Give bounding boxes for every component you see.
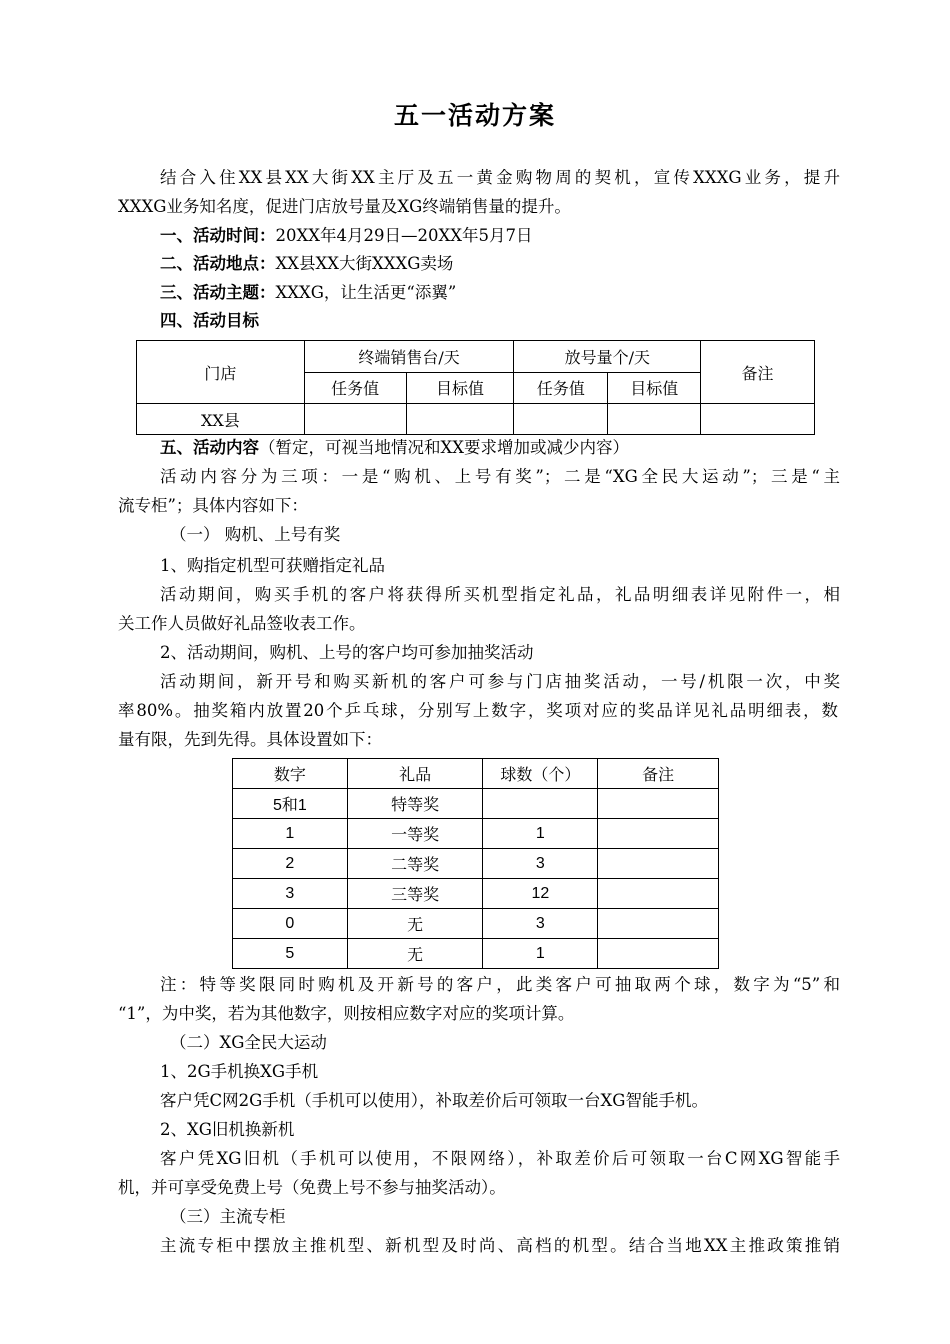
prize-cell-remark: [598, 789, 719, 819]
intro-line-2: XXXG业务知名度，促进门店放号量及XG终端销售量的提升。: [118, 197, 571, 216]
prize-header-number: 数字: [233, 759, 348, 789]
section-time: [160, 226, 840, 246]
section-content-text: （暂定，可视当地情况和XX要求增加或减少内容）: [259, 438, 629, 457]
prize-cell-balls: 1: [483, 819, 598, 849]
page-title: 五一活动方案: [393, 101, 556, 130]
intro-line-1: 结合入住XX县XX大街XX主厅及五一黄金购物周的契机，宣传XXXG业务，提升: [160, 168, 840, 187]
prize-cell-number: 5和1: [233, 789, 348, 819]
prize-cell-remark: [598, 909, 719, 939]
table-row: [233, 759, 719, 789]
prize-cell-number: 3: [233, 879, 348, 909]
prize-cell-balls: 12: [483, 879, 598, 909]
section-theme-text: XXXG，让生活更“添翼”: [275, 283, 457, 302]
section-time-text: 20XX年4月29日—20XX年5月7日: [275, 226, 533, 245]
part1-item2-line-1: 活动期间，新开号和购买新机的客户可参与门店抽奖活动，一号/机限一次，中奖: [160, 672, 840, 691]
part2-title: （二）XG全民大运动: [170, 1033, 327, 1052]
part3-title: （三）主流专柜: [170, 1207, 286, 1226]
part1-item1-line-1: 活动期间，购买手机的客户将获得所买机型指定礼品，礼品明细表详见附件一，相: [160, 585, 840, 604]
prize-header-remark: 备注: [598, 759, 719, 789]
table-row: [137, 341, 815, 373]
header-sales: 终端销售台/天: [304, 341, 514, 373]
part1-item1-title: 1、购指定机型可获赠指定礼品: [160, 556, 385, 575]
note-line-1: 注：特等奖限同时购机及开新号的客户，此类客户可抽取两个球，数字为“5”和: [160, 975, 840, 994]
content-intro-line-1: 活动内容分为三项：一是“购机、上号有奖”；二是“XG全民大运动”；三是“主: [160, 467, 840, 486]
table-row: [233, 939, 719, 969]
section-theme-label: 三、活动主题：: [160, 283, 276, 302]
prize-header-balls: 球数（个）: [483, 759, 598, 789]
section-location-text: XX县XX大街XXXG卖场: [275, 254, 454, 273]
section-goals: [160, 311, 840, 331]
header-numbers-goal: 目标值: [608, 372, 701, 404]
content-intro-line-2: 流专柜”；具体内容如下：: [118, 496, 308, 515]
prize-table: [232, 758, 719, 969]
prize-cell-gift: 无: [347, 909, 483, 939]
prize-cell-gift: 一等奖: [347, 819, 483, 849]
prize-cell-gift: 三等奖: [347, 879, 483, 909]
part1-title: （一） 购机、上号有奖: [170, 525, 341, 544]
table-cell: [608, 404, 701, 435]
section-goals-label: 四、活动目标: [160, 311, 259, 330]
section-location-label: 二、活动地点：: [160, 254, 276, 273]
prize-cell-gift: 无: [347, 939, 483, 969]
section-theme: [160, 283, 840, 303]
prize-cell-remark: [598, 849, 719, 879]
header-numbers: 放号量个/天: [514, 341, 701, 373]
prize-cell-number: 2: [233, 849, 348, 879]
header-remark: 备注: [701, 341, 815, 404]
section-content-label: 五、活动内容: [160, 438, 259, 457]
header-numbers-task: 任务值: [514, 372, 608, 404]
prize-cell-remark: [598, 879, 719, 909]
part2-item2-title: 2、XG旧机换新机: [160, 1120, 295, 1139]
prize-cell-remark: [598, 939, 719, 969]
table-cell: [304, 404, 406, 435]
prize-cell-balls: 3: [483, 849, 598, 879]
part2-item2-line-2: 机，并可享受免费上号（免费上号不参与抽奖活动）。: [118, 1178, 506, 1197]
table-cell: [514, 404, 608, 435]
prize-header-gift: 礼品: [347, 759, 483, 789]
prize-cell-balls: 3: [483, 909, 598, 939]
target-table: [136, 340, 815, 435]
prize-cell-number: 0: [233, 909, 348, 939]
part2-item1-text: 客户凭C网2G手机（手机可以使用），补取差价后可领取一台XG智能手机。: [160, 1091, 708, 1110]
part1-item2-line-3: 量有限，先到先得。具体设置如下：: [118, 730, 382, 749]
prize-cell-gift: 二等奖: [347, 849, 483, 879]
table-row: [233, 909, 719, 939]
note-line-2: “1”，为中奖，若为其他数字，则按相应数字对应的奖项计算。: [118, 1004, 575, 1023]
part2-item1-title: 1、2G手机换XG手机: [160, 1062, 319, 1081]
part1-item1-line-2: 关工作人员做好礼品签收表工作。: [118, 614, 366, 633]
header-sales-goal: 目标值: [406, 372, 514, 404]
table-row: [233, 849, 719, 879]
part1-item2-line-2: 率80%。抽奖箱内放置20个乒乓球，分别写上数字，奖项对应的奖品详见礼品明细表，数: [118, 701, 838, 720]
table-row: [233, 789, 719, 819]
table-cell: [701, 404, 815, 435]
table-row: [137, 404, 815, 435]
part1-item2-title: 2、活动期间，购机、上号的客户均可参加抽奖活动: [160, 643, 534, 662]
section-location: [160, 254, 840, 274]
part3-line-1: 主流专柜中摆放主推机型、新机型及时尚、高档的机型。结合当地XX主推政策推销: [160, 1236, 840, 1255]
prize-cell-gift: 特等奖: [347, 789, 483, 819]
prize-cell-number: 5: [233, 939, 348, 969]
table-cell: [406, 404, 514, 435]
store-cell: XX县: [137, 404, 305, 435]
prize-cell-balls: 1: [483, 939, 598, 969]
table-row: [233, 819, 719, 849]
table-row: [233, 879, 719, 909]
prize-cell-balls: [483, 789, 598, 819]
prize-cell-number: 1: [233, 819, 348, 849]
section-time-label: 一、活动时间：: [160, 226, 276, 245]
header-sales-task: 任务值: [304, 372, 406, 404]
section-content: [160, 438, 840, 458]
part2-item2-line-1: 客户凭XG旧机（手机可以使用，不限网络），补取差价后可领取一台C网XG智能手: [160, 1149, 840, 1168]
prize-cell-remark: [598, 819, 719, 849]
header-store: 门店: [137, 341, 305, 404]
